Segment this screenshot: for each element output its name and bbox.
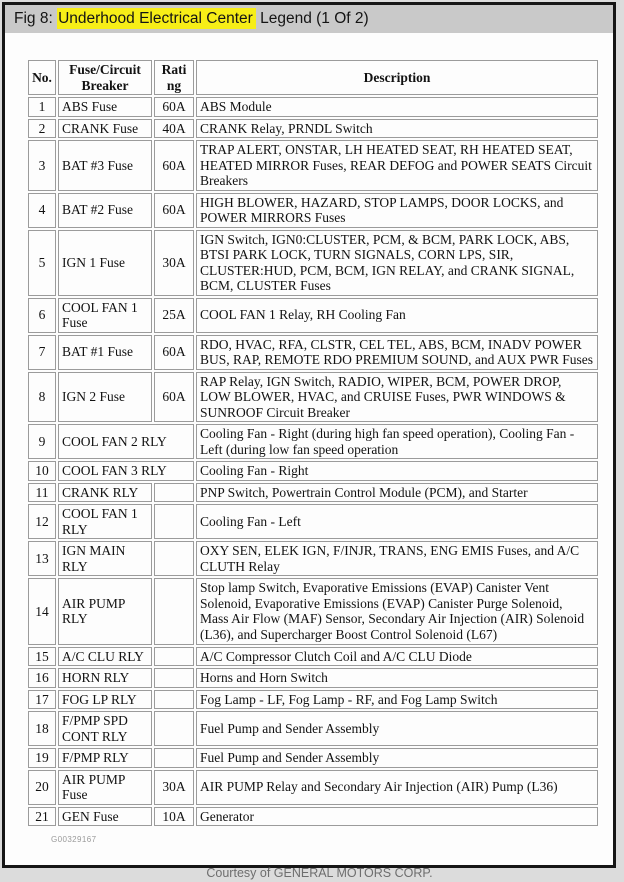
table-row [28, 504, 598, 539]
row-number: 20 [28, 770, 56, 805]
header-rating: Rating [154, 60, 194, 95]
table-row [28, 807, 598, 827]
fuse-circuit-breaker-name: CRANK Fuse [58, 119, 152, 139]
table-row [28, 711, 598, 746]
rating-value [154, 541, 194, 576]
table-row [28, 230, 598, 296]
table-row [28, 483, 598, 503]
header-no: No. [28, 60, 56, 95]
figure-code: G00329167 [51, 835, 97, 845]
courtesy-note: Courtesy of GENERAL MOTORS CORP. [206, 866, 433, 881]
header-description: Description [196, 60, 598, 95]
fuse-circuit-breaker-name: COOL FAN 2 RLY [58, 424, 194, 459]
rating-value: 30A [154, 770, 194, 805]
figure-title-prefix: Fig 8: [14, 10, 58, 27]
table-row [28, 193, 598, 228]
row-number: 9 [28, 424, 56, 459]
header-fuse-circuit-breaker: Fuse/Circuit Breaker [58, 60, 152, 95]
table-row [28, 541, 598, 576]
fuse-circuit-breaker-name: COOL FAN 3 RLY [58, 461, 194, 481]
row-number: 10 [28, 461, 56, 481]
table-row [28, 578, 598, 644]
fuse-circuit-breaker-name: HORN RLY [58, 668, 152, 688]
table-row [28, 97, 598, 117]
description-text: IGN Switch, IGN0:CLUSTER, PCM, & BCM, PARK LOCK, ABS, BTSI PARK LOCK, TURN SIGNALS, CORN LPS, SIR, CLUSTER:HUD, PCM, BCM, IGN RELAY, and CRANK SIGNAL, BCM, CLUSTER Fuses [196, 230, 598, 296]
fuse-circuit-breaker-name: COOL FAN 1 Fuse [58, 298, 152, 333]
row-number: 17 [28, 690, 56, 710]
table-row [28, 140, 598, 191]
table-row [28, 335, 598, 370]
rating-value: 30A [154, 230, 194, 296]
rating-value [154, 483, 194, 503]
description-text: Cooling Fan - Right (during high fan speed operation), Cooling Fan - Left (during low fan speed operation [196, 424, 598, 459]
title-highlight: Underhood Electrical Center [57, 8, 256, 29]
rating-value [154, 578, 194, 644]
table-row [28, 372, 598, 423]
rating-value: 60A [154, 372, 194, 423]
figure-title-suffix: Legend (1 Of 2) [255, 10, 369, 27]
table-row [28, 119, 598, 139]
row-number: 4 [28, 193, 56, 228]
description-text: Fuel Pump and Sender Assembly [196, 711, 598, 746]
row-number: 3 [28, 140, 56, 191]
row-number: 16 [28, 668, 56, 688]
fuse-circuit-breaker-name: F/PMP SPD CONT RLY [58, 711, 152, 746]
figure-page [2, 2, 616, 881]
rating-value [154, 748, 194, 768]
description-text: PNP Switch, Powertrain Control Module (PCM), and Starter [196, 483, 598, 503]
fuse-circuit-breaker-name: AIR PUMP RLY [58, 578, 152, 644]
fuse-circuit-breaker-name: BAT #3 Fuse [58, 140, 152, 191]
table-row [28, 298, 598, 333]
fuse-circuit-breaker-name: COOL FAN 1 RLY [58, 504, 152, 539]
fuse-circuit-breaker-name: BAT #2 Fuse [58, 193, 152, 228]
description-text: TRAP ALERT, ONSTAR, LH HEATED SEAT, RH HEATED SEAT, HEATED MIRROR Fuses, REAR DEFOG and POWER SEATS Circuit Breakers [196, 140, 598, 191]
description-text: HIGH BLOWER, HAZARD, STOP LAMPS, DOOR LOCKS, and POWER MIRRORS Fuses [196, 193, 598, 228]
table-row [28, 647, 598, 667]
table-row [28, 424, 598, 459]
fuse-circuit-breaker-name: AIR PUMP Fuse [58, 770, 152, 805]
rating-value: 60A [154, 140, 194, 191]
legend-table-body [28, 97, 598, 826]
row-number: 18 [28, 711, 56, 746]
description-text: Cooling Fan - Left [196, 504, 598, 539]
description-text: Cooling Fan - Right [196, 461, 598, 481]
fuse-circuit-breaker-name: IGN 2 Fuse [58, 372, 152, 423]
rating-value [154, 647, 194, 667]
row-number: 14 [28, 578, 56, 644]
table-header-row [28, 60, 598, 95]
fuse-circuit-breaker-name: A/C CLU RLY [58, 647, 152, 667]
row-number: 19 [28, 748, 56, 768]
table-row [28, 668, 598, 688]
rating-value: 10A [154, 807, 194, 827]
table-row [28, 770, 598, 805]
rating-value [154, 711, 194, 746]
rating-value [154, 690, 194, 710]
rating-value [154, 668, 194, 688]
table-row [28, 748, 598, 768]
row-number: 11 [28, 483, 56, 503]
rating-value: 60A [154, 335, 194, 370]
row-number: 7 [28, 335, 56, 370]
row-number: 13 [28, 541, 56, 576]
description-text: A/C Compressor Clutch Coil and A/C CLU Diode [196, 647, 598, 667]
row-number: 1 [28, 97, 56, 117]
description-text: COOL FAN 1 Relay, RH Cooling Fan [196, 298, 598, 333]
description-text: RAP Relay, IGN Switch, RADIO, WIPER, BCM, POWER DROP, LOW BLOWER, HVAC, and CRUISE Fuses, PWR WINDOWS & SUNROOF Circuit Breaker [196, 372, 598, 423]
row-number: 12 [28, 504, 56, 539]
description-text: Generator [196, 807, 598, 827]
fuse-circuit-breaker-name: CRANK RLY [58, 483, 152, 503]
row-number: 5 [28, 230, 56, 296]
table-row [28, 690, 598, 710]
fuse-circuit-breaker-name: GEN Fuse [58, 807, 152, 827]
row-number: 15 [28, 647, 56, 667]
description-text: Fuel Pump and Sender Assembly [196, 748, 598, 768]
row-number: 8 [28, 372, 56, 423]
fuse-circuit-breaker-name: IGN 1 Fuse [58, 230, 152, 296]
rating-value: 60A [154, 193, 194, 228]
description-text: CRANK Relay, PRNDL Switch [196, 119, 598, 139]
rating-value: 40A [154, 119, 194, 139]
fuse-circuit-breaker-name: BAT #1 Fuse [58, 335, 152, 370]
fuse-circuit-breaker-name: F/PMP RLY [58, 748, 152, 768]
description-text: Fog Lamp - LF, Fog Lamp - RF, and Fog Lamp Switch [196, 690, 598, 710]
figure-content [5, 33, 613, 880]
row-number: 2 [28, 119, 56, 139]
fuse-circuit-breaker-name: ABS Fuse [58, 97, 152, 117]
rating-value: 25A [154, 298, 194, 333]
rating-value [154, 504, 194, 539]
rating-value: 60A [154, 97, 194, 117]
description-text: OXY SEN, ELEK IGN, F/INJR, TRANS, ENG EMIS Fuses, and A/C CLUTH Relay [196, 541, 598, 576]
description-text: Stop lamp Switch, Evaporative Emissions (EVAP) Canister Vent Solenoid, Evaporative Emissions (EVAP) Canister Purge Solenoid, Mass Air Flow (MAF) Sensor, Secondary Air Injection (AIR) Solenoid (L36), and Supercharger Boost Control Solenoid (L67) [196, 578, 598, 644]
figure-title-bar [5, 5, 613, 33]
fuse-circuit-breaker-name: IGN MAIN RLY [58, 541, 152, 576]
description-text: ABS Module [196, 97, 598, 117]
description-text: Horns and Horn Switch [196, 668, 598, 688]
fuse-legend-table [26, 58, 600, 828]
row-number: 6 [28, 298, 56, 333]
table-row [28, 461, 598, 481]
row-number: 21 [28, 807, 56, 827]
description-text: RDO, HVAC, RFA, CLSTR, CEL TEL, ABS, BCM, INADV POWER BUS, RAP, REMOTE RDO PREMIUM SOUND, and AUX PWR Fuses [196, 335, 598, 370]
description-text: AIR PUMP Relay and Secondary Air Injection (AIR) Pump (L36) [196, 770, 598, 805]
fuse-circuit-breaker-name: FOG LP RLY [58, 690, 152, 710]
